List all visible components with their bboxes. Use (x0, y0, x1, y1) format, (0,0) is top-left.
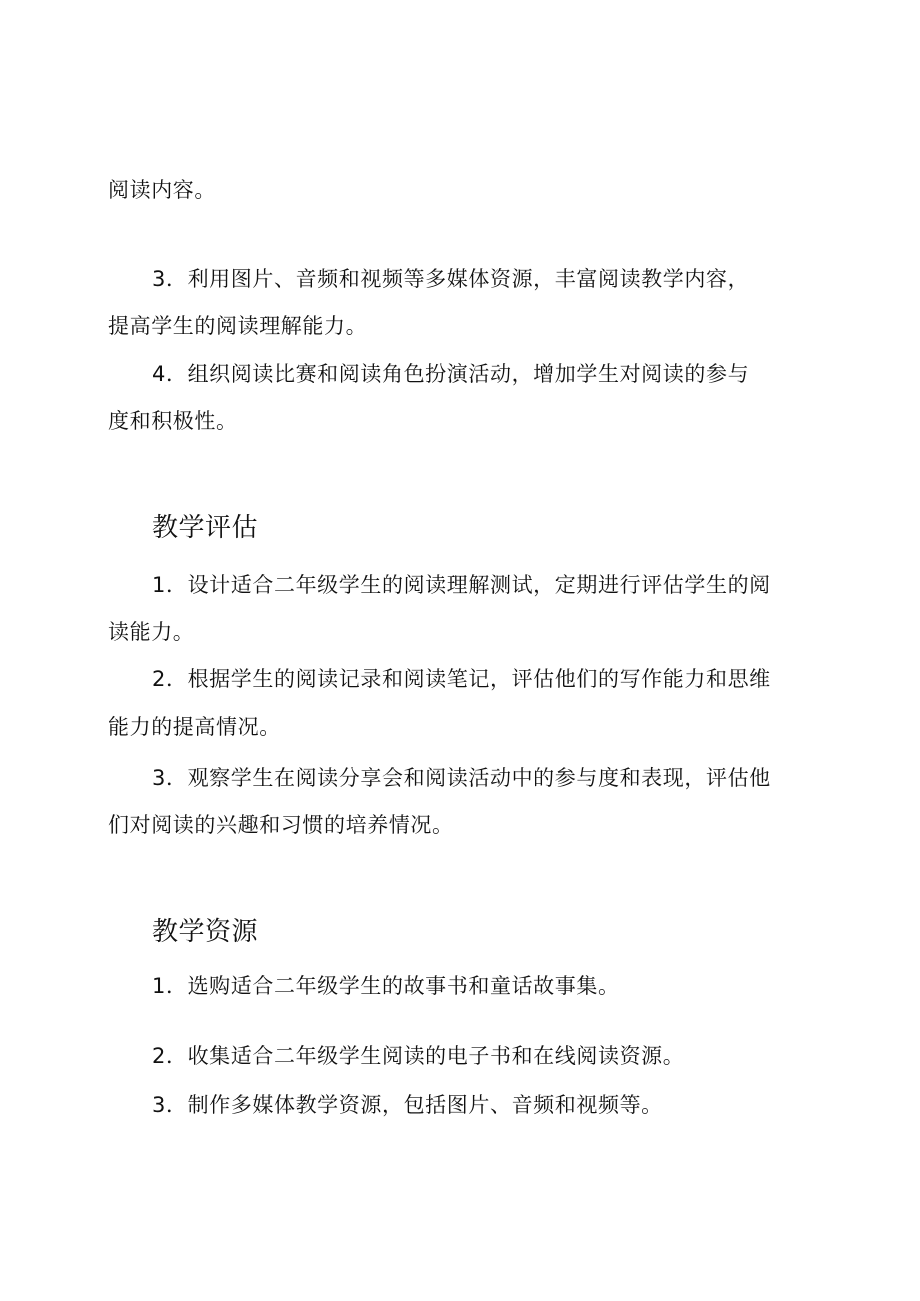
list-item-line (152, 974, 852, 998)
list-item-line (152, 667, 852, 691)
list-item-line (152, 1093, 852, 1117)
list-item-number: 2 (152, 667, 166, 691)
list-item-line (152, 573, 852, 597)
list-item-text: ．收集适合二年级学生阅读的电子书和在线阅读资源。 (165, 1044, 685, 1068)
list-item-number: 1 (152, 974, 166, 998)
paragraph-continuation: 阅读内容。 (108, 178, 216, 202)
list-item-text: ．根据学生的阅读记录和阅读笔记，评估他们的写作能力和思维 (165, 667, 771, 691)
list-item-continuation: 能力的提高情况。 (108, 715, 281, 739)
list-item-text: ．观察学生在阅读分享会和阅读活动中的参与度和表现，评估他 (165, 766, 771, 790)
section-heading-evaluation: 教学评估 (152, 513, 259, 543)
list-item-text: ．组织阅读比赛和阅读角色扮演活动，增加学生对阅读的参与 (165, 362, 750, 386)
list-item-number: 4 (152, 362, 166, 386)
list-item-text: ．选购适合二年级学生的故事书和童话故事集。 (165, 974, 620, 998)
list-item-number: 1 (152, 573, 166, 597)
list-item-number: 3 (152, 766, 166, 790)
list-item-number: 3 (152, 1093, 166, 1117)
list-item-line (152, 362, 852, 386)
list-item-continuation: 们对阅读的兴趣和习惯的培养情况。 (108, 813, 454, 837)
list-item-continuation: 读能力。 (108, 620, 195, 644)
list-item-text: ．设计适合二年级学生的阅读理解测试，定期进行评估学生的阅 (165, 573, 771, 597)
section-heading-resources: 教学资源 (152, 917, 259, 947)
list-item-text: ．利用图片、音频和视频等多媒体资源，丰富阅读教学内容， (165, 267, 750, 291)
list-item-line (152, 267, 852, 291)
list-item-number: 2 (152, 1044, 166, 1068)
list-item-text: ．制作多媒体教学资源，包括图片、音频和视频等。 (165, 1093, 663, 1117)
list-item-line (152, 766, 852, 790)
list-item-line (152, 1044, 852, 1068)
list-item-continuation: 度和积极性。 (108, 409, 238, 433)
list-item-number: 3 (152, 267, 166, 291)
list-item-continuation: 提高学生的阅读理解能力。 (108, 314, 368, 338)
